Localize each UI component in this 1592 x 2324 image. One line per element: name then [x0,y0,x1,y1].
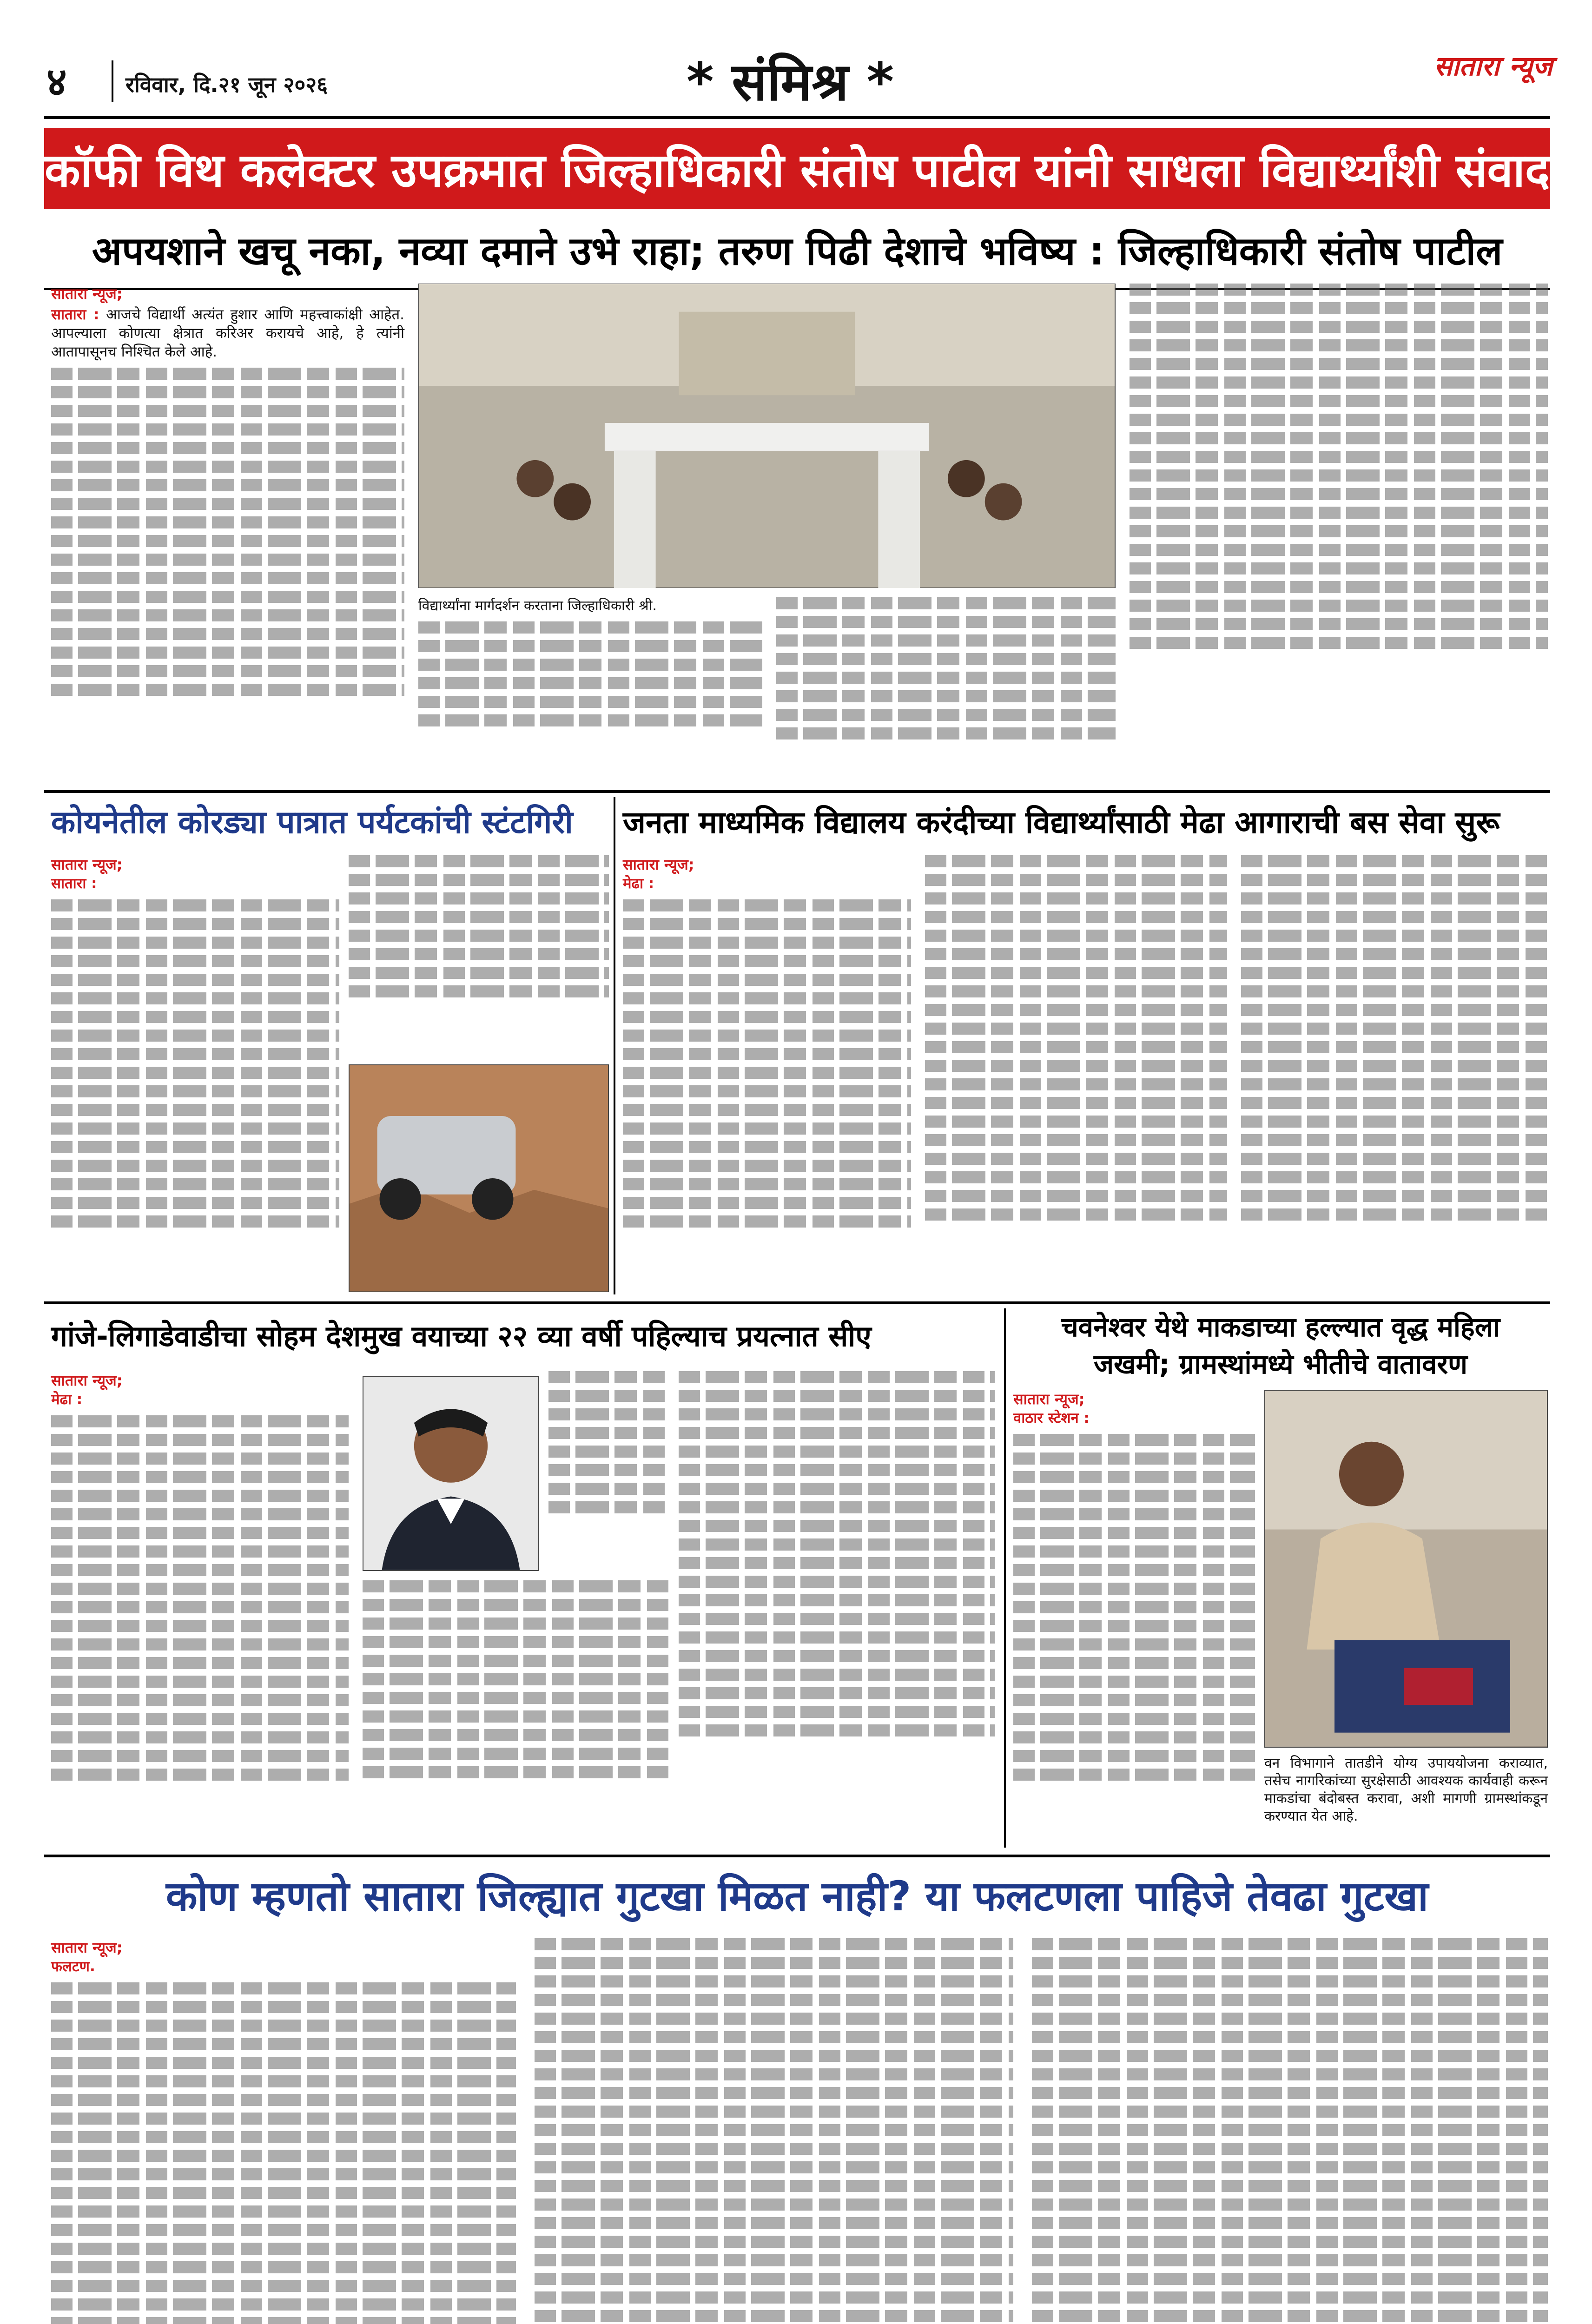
story1-col2-text [418,621,762,726]
story4-col2b-text [363,1580,669,1778]
header-rule [44,116,1550,119]
story4-col2b [363,1580,669,1845]
story4-headline: गांजे-लिगाडेवाडीचा सोहम देशमुख वयाच्या २२ व्या वर्षी पहिल्याच प्रयत्नात सीए [51,1319,872,1353]
story2-dateline: सातारा : [51,875,97,892]
story1-dateline: सातारा : [51,306,99,323]
lead-banner: कॉफी विथ कलेक्टर उपक्रमात जिल्हाधिकारी संतोष पाटील यांनी साधला विद्यार्थ्यांशी संवाद [44,128,1550,209]
rule-3 [44,1855,1550,1857]
story4-col3 [679,1371,995,1845]
story5-col1-text [1013,1434,1255,1781]
story3-headline: जनता माध्यमिक विद्यालय करंदीच्या विद्यार्थ्यांसाठी मेढा आगाराची बस सेवा सुरू [623,805,1500,840]
story6-byline: सातारा न्यूज; [51,1939,123,1956]
story1-subhead: अपयशाने खचू नका, नव्या दमाने उभे राहा; तरुण पिढी देशाचे भविष्य : जिल्हाधिकारी संतोष पाटील [92,228,1503,274]
portrait-photo [363,1376,539,1571]
story2-col2 [349,855,609,1055]
story4-col2a [548,1371,669,1571]
issue-date: रविवार, दि.२१ जून २०२६ [126,72,328,97]
story6-col2 [535,1938,1013,2324]
story3-col1-text [623,899,911,1228]
story6-col3 [1032,1938,1548,2324]
story2-col2-text [349,855,609,997]
story4-col1-text [51,1415,349,1781]
portrait-photo-art [363,1376,538,1571]
story1-col1 [51,284,404,781]
story1-col2 [418,597,762,779]
story4-dateline: मेढा : [51,1391,83,1408]
story6-col1 [51,1938,516,2324]
story5-byline: सातारा न्यूज; [1013,1390,1085,1408]
rule-2 [44,1301,1550,1304]
story3-col3 [1241,855,1548,1292]
col-divider-1 [614,797,615,1294]
meeting-photo-art [419,284,1115,588]
story3-col3-text [1241,855,1548,1221]
story1-photo-caption: विद्यार्थ्यांना मार्गदर्शन करताना जिल्हाधिकारी श्री. [418,598,657,614]
masthead-logo [1292,46,1552,83]
story1-byline: सातारा न्यूज; [51,285,123,303]
story5-col1 [1013,1390,1255,1845]
story2-col1-text [51,899,339,1228]
injured-woman-photo [1264,1390,1548,1748]
story6-col2-text [535,1938,1013,2324]
logo-text: सातारा न्यूज [1433,50,1552,82]
story3-col2-text [925,855,1227,1221]
story2-byline: सातारा न्यूज; [51,856,123,873]
story5-headline-2: जखमी; ग्रामस्थांमध्ये भीतीचे वातावरण [1094,1348,1467,1380]
story3-col1 [623,855,911,1292]
story1-body-text [51,368,404,696]
story6-col3-text [1032,1938,1548,2324]
story3-col2 [925,855,1227,1292]
page-number: ४ [46,59,67,105]
riverbed-photo-art [350,1064,608,1292]
rule-1 [44,790,1550,793]
story4-col1 [51,1371,349,1845]
story1-col3-text [776,597,1116,739]
story4-col3-text [679,1371,995,1736]
story1-col4 [1130,284,1548,781]
story6-col1-text [51,1982,516,2324]
story5-dateline: वाठार स्टेशन : [1013,1410,1090,1426]
story5-photo-caption: वन विभागाने तातडीने योग्य उपाययोजना कराव्यात, तसेच नागरिकांच्या सुरक्षेसाठी आवश्यक कार्यवाही करून माकडांचा बंदोबस्त करावा, अशी मागणी ग्रामस्थांकडून करण्यात येत आहे. [1264,1755,1548,1824]
meeting-photo [418,284,1116,588]
story3-dateline: मेढा : [623,875,654,892]
header-divider [112,60,113,102]
story6-headline: कोण म्हणतो सातारा जिल्ह्यात गुटखा मिळत नाही? या फलटणला पाहिजे तेवढा गुटखा [166,1872,1428,1920]
story1-col3 [776,597,1116,779]
story4-byline: सातारा न्यूज; [51,1372,123,1389]
story3-byline: सातारा न्यूज; [623,856,694,873]
section-title: * संमिश्र * [686,52,894,112]
story5-headline-1: चवनेश्वर येथे माकडाच्या हल्ल्यात वृद्ध महिला [1061,1311,1500,1343]
story6-dateline: फलटण. [51,1958,95,1975]
story1-col4-text [1130,284,1548,649]
dry-riverbed-photo [349,1064,609,1292]
story2-headline: कोयनेतील कोरड्या पात्रात पर्यटकांची स्टंटगिरी [51,804,573,841]
injured-photo-art [1265,1390,1547,1748]
story4-col2a-text [548,1371,669,1513]
story2-col1 [51,855,339,1292]
story1-intro: आजचे विद्यार्थी अत्यंत हुशार आणि महत्त्वाकांक्षी आहेत. आपल्याला कोणत्या क्षेत्रात करिअर करायचे आहे, हे त्यांनी आतापासूनच निश्चित केले आहे. [51,306,404,360]
col-divider-2 [1004,1308,1006,1848]
